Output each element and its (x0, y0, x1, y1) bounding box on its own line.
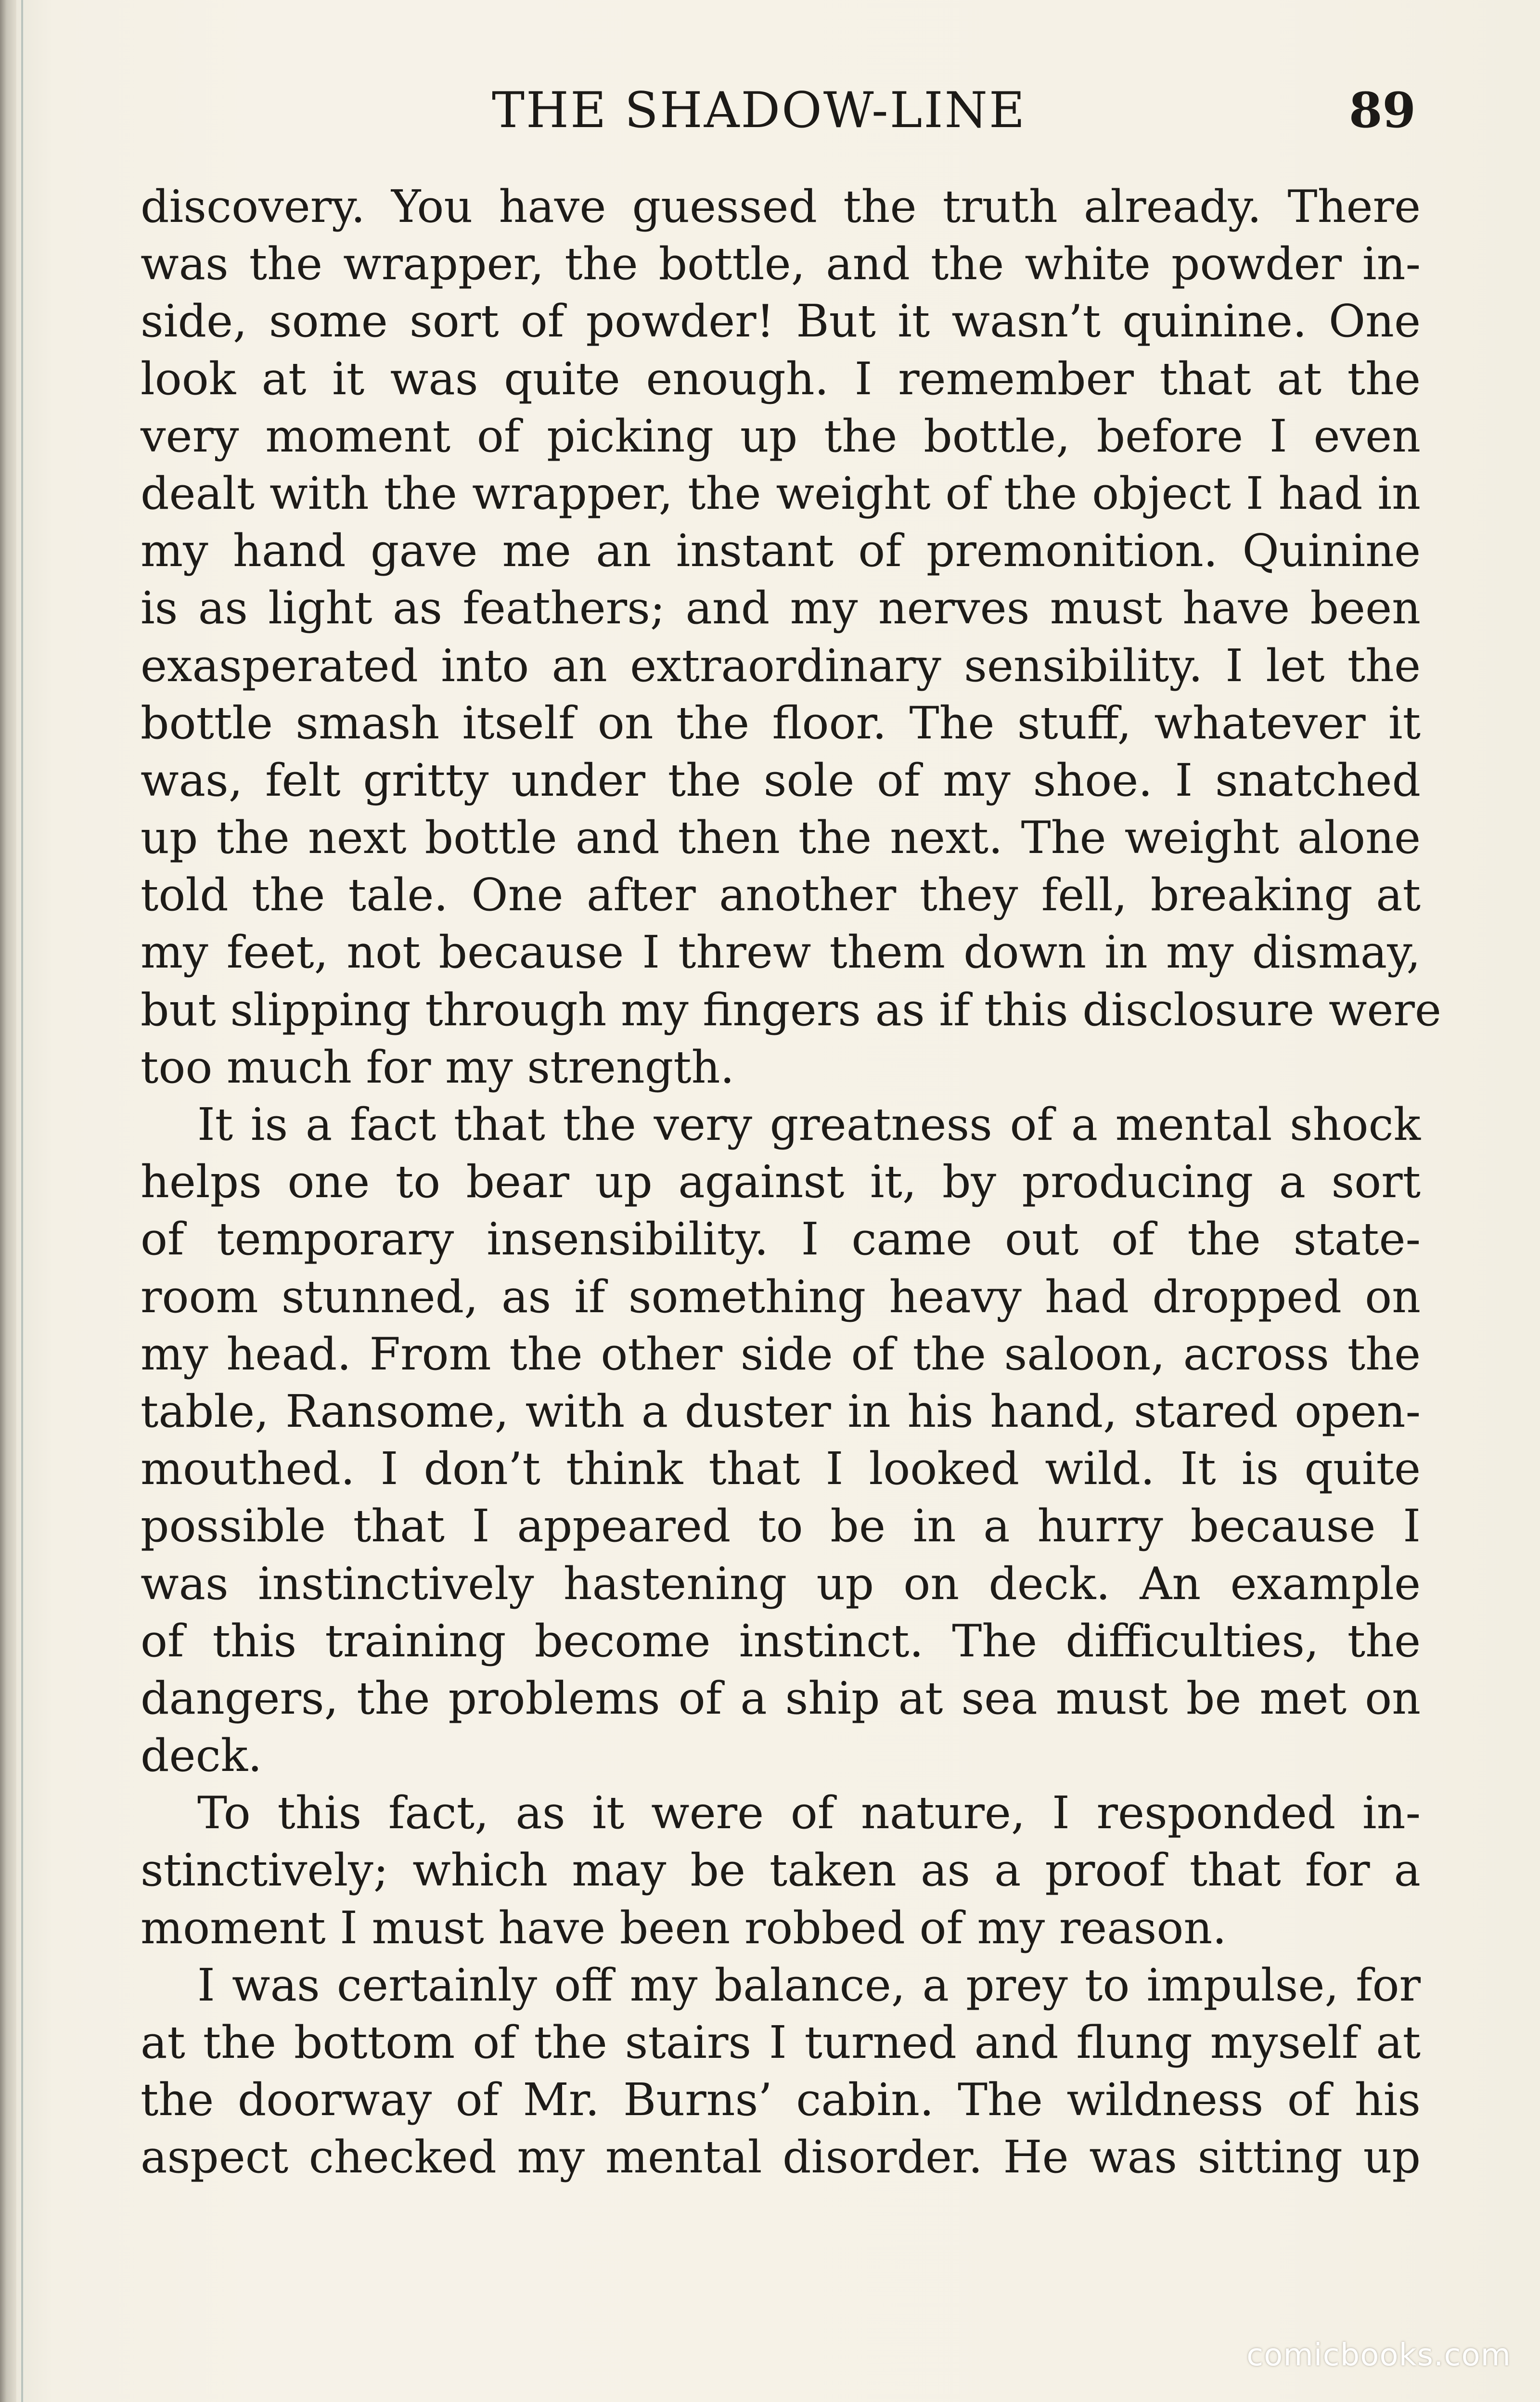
text-line: was instinctively hastening up on deck. An example (141, 1557, 1421, 1610)
text-line: my hand gave me an instant of premonition. Quinine (141, 525, 1421, 577)
text-line: my feet, not because I threw them down in my dismay, (141, 926, 1421, 979)
text-line: the doorway of Mr. Burns’ cabin. The wildness of his (141, 2074, 1421, 2126)
text-line: side, some sort of powder! But it wasn’t quinine. One (141, 295, 1421, 348)
text-line: but slipping through my fingers as if this disclosure were (141, 983, 1441, 1036)
text-line: dangers, the problems of a ship at sea must be met on (141, 1672, 1421, 1724)
text-line: moment I must have been robbed of my reason. (141, 1901, 1227, 1954)
text-line: stinctively; which may be taken as a proof that for a (141, 1844, 1421, 1897)
text-line: possible that I appeared to be in a hurry because I (141, 1500, 1421, 1552)
text-line: look at it was quite enough. I remember that at the (141, 352, 1421, 405)
text-line: It is a fact that the very greatness of a mental shock (197, 1098, 1421, 1150)
text-line: deck. (141, 1730, 262, 1782)
text-line: of this training become instinct. The difficulties, the (141, 1614, 1421, 1667)
text-line: told the tale. One after another they fell, breaking at (141, 869, 1421, 921)
text-line: was, felt gritty under the sole of my shoe. I snatched (141, 754, 1421, 806)
text-line: aspect checked my mental disorder. He was sitting up (141, 2131, 1421, 2183)
running-header (141, 72, 1421, 144)
text-line: helps one to bear up against it, by producing a sort (141, 1156, 1421, 1208)
text-line: very moment of picking up the bottle, before I even (141, 410, 1421, 462)
text-line: discovery. You have guessed the truth already. There (141, 181, 1421, 232)
text-line: To this fact, as it were of nature, I responded in- (197, 1787, 1421, 1839)
gutter-line (21, 0, 23, 2402)
watermark-text: comicbooks.com (1246, 2337, 1511, 2373)
text-line: too much for my strength. (141, 1041, 735, 1093)
text-line: at the bottom of the stairs I turned and flung myself at (141, 2016, 1421, 2068)
book-binding-edge (0, 0, 16, 2402)
body-text (141, 178, 1441, 2186)
page-number: 89 (1348, 82, 1416, 139)
text-line: room stunned, as if something heavy had dropped on (141, 1270, 1421, 1323)
text-line: dealt with the wrapper, the weight of the object I had in (141, 467, 1421, 519)
text-line: mouthed. I don’t think that I looked wild. It is quite (141, 1443, 1421, 1495)
text-line: my head. From the other side of the saloon, across the (141, 1328, 1421, 1380)
text-line: exasperated into an extraordinary sensibility. I let the (141, 639, 1421, 692)
running-title: THE SHADOW-LINE (492, 82, 1027, 139)
text-line: up the next bottle and then the next. The weight alone (141, 812, 1421, 864)
text-line: table, Ransome, with a duster in his hand, stared open- (141, 1385, 1421, 1437)
text-line: of temporary insensibility. I came out of the state- (141, 1213, 1421, 1266)
text-line: I was certainly off my balance, a prey to impulse, for (197, 1959, 1421, 2011)
text-line: was the wrapper, the bottle, and the white powder in- (141, 238, 1421, 290)
text-line: bottle smash itself on the floor. The stuff, whatever it (141, 697, 1421, 749)
text-line: is as light as feathers; and my nerves must have been (141, 582, 1421, 634)
